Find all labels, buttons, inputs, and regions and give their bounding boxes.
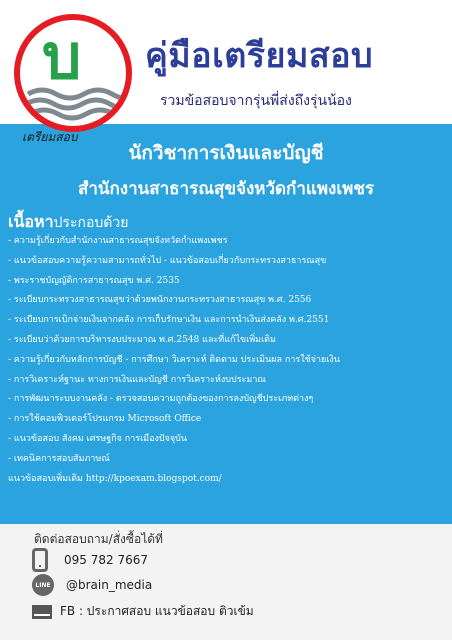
- line-row[interactable]: [32, 574, 152, 596]
- logo-caption: เตรียมสอบ: [22, 130, 78, 144]
- list-item: - เทคนิคการสอบสัมภาษณ์: [8, 453, 110, 464]
- facebook-text: FB : ประกาศสอบ แนวข้อสอบ ติวเข้ม: [60, 604, 254, 618]
- mail-icon: [32, 605, 52, 619]
- list-item: - การพัฒนาระบบงานคลัง - ตรวจสอบความถูกต้องของการลงบัญชีประเภทต่างๆ: [8, 394, 314, 405]
- phone-row[interactable]: [32, 548, 148, 572]
- content-heading-main: เนื้อหา: [8, 212, 54, 231]
- page-title: คู่มือเตรียมสอบ: [145, 36, 374, 76]
- facebook-row[interactable]: [32, 602, 254, 621]
- more-link[interactable]: แนวข้อสอบเพิ่มเติม http://kpoexam.blogspot.com/: [8, 473, 222, 484]
- list-item: - ระเบียบกระทรวงสาธารณสุขว่าด้วยพนักงานกระทรวงสาธารณสุข พ.ศ. 2556: [8, 295, 312, 306]
- content-list: [8, 232, 448, 489]
- list-item: - การใช้คอมพิวเตอร์โปรแกรม Microsoft Office: [8, 414, 202, 425]
- line-id: @brain_media: [66, 578, 153, 592]
- phone-number: 095 782 7667: [64, 553, 148, 567]
- line-icon: [32, 574, 54, 596]
- list-item: - ความรู้เกี่ยวกับหลักการบัญชี - การศึกษา วิเคราะห์ ติดตาม ประเมินผล การใช้จ่ายเงิน: [8, 354, 340, 365]
- agency-title: สำนักงานสาธารณสุขจังหวัดกำแพงเพชร: [77, 179, 375, 199]
- logo-letter: บ: [42, 20, 82, 93]
- content-heading-sub: ประกอบด้วย: [53, 215, 129, 231]
- list-item: - ระเบียบว่าด้วยการบริหารงบประมาณ พ.ศ.2548 และที่แก้ไขเพิ่มเติม: [8, 334, 276, 345]
- list-item: - ระเบียบการเบิกจ่ายเงินจากคลัง การเก็บรักษาเงิน และการนำเงินส่งคลัง พ.ศ.2551: [8, 315, 330, 326]
- phone-icon: [32, 548, 48, 572]
- page-subtitle: รวมข้อสอบจากรุ่นพี่ส่งถึงรุ่นน้อง: [160, 93, 352, 109]
- list-item: - พระราชบัญญัติการสาธารณสุข พ.ศ. 2535: [8, 275, 180, 286]
- contact-title: ติดต่อสอบถาม/สั่งซื้อได้ที่: [34, 532, 163, 546]
- list-item: - แนวข้อสอบความรู้ความสามารถทั่วไป - แนวข้อสอบเกี่ยวกับกระทรวงสาธารณสุข: [8, 255, 327, 266]
- list-item: - การวิเคราะห์ฐานะ ทางการเงินและบัญชี การวิเคราะห์งบประมาณ: [8, 374, 266, 385]
- line-label: LINE: [35, 581, 51, 589]
- list-item: - ความรู้เกี่ยวกับสำนักงานสาธารณสุขจังหวัดกำแพงเพชร: [8, 236, 228, 246]
- list-item: - แนวข้อสอบ สังคม เศรษฐกิจ การเมืองปัจจุบัน: [8, 433, 188, 444]
- position-title: นักวิชาการเงินและบัญชี: [128, 142, 324, 164]
- logo: [14, 14, 132, 132]
- wave-icon: [20, 20, 126, 126]
